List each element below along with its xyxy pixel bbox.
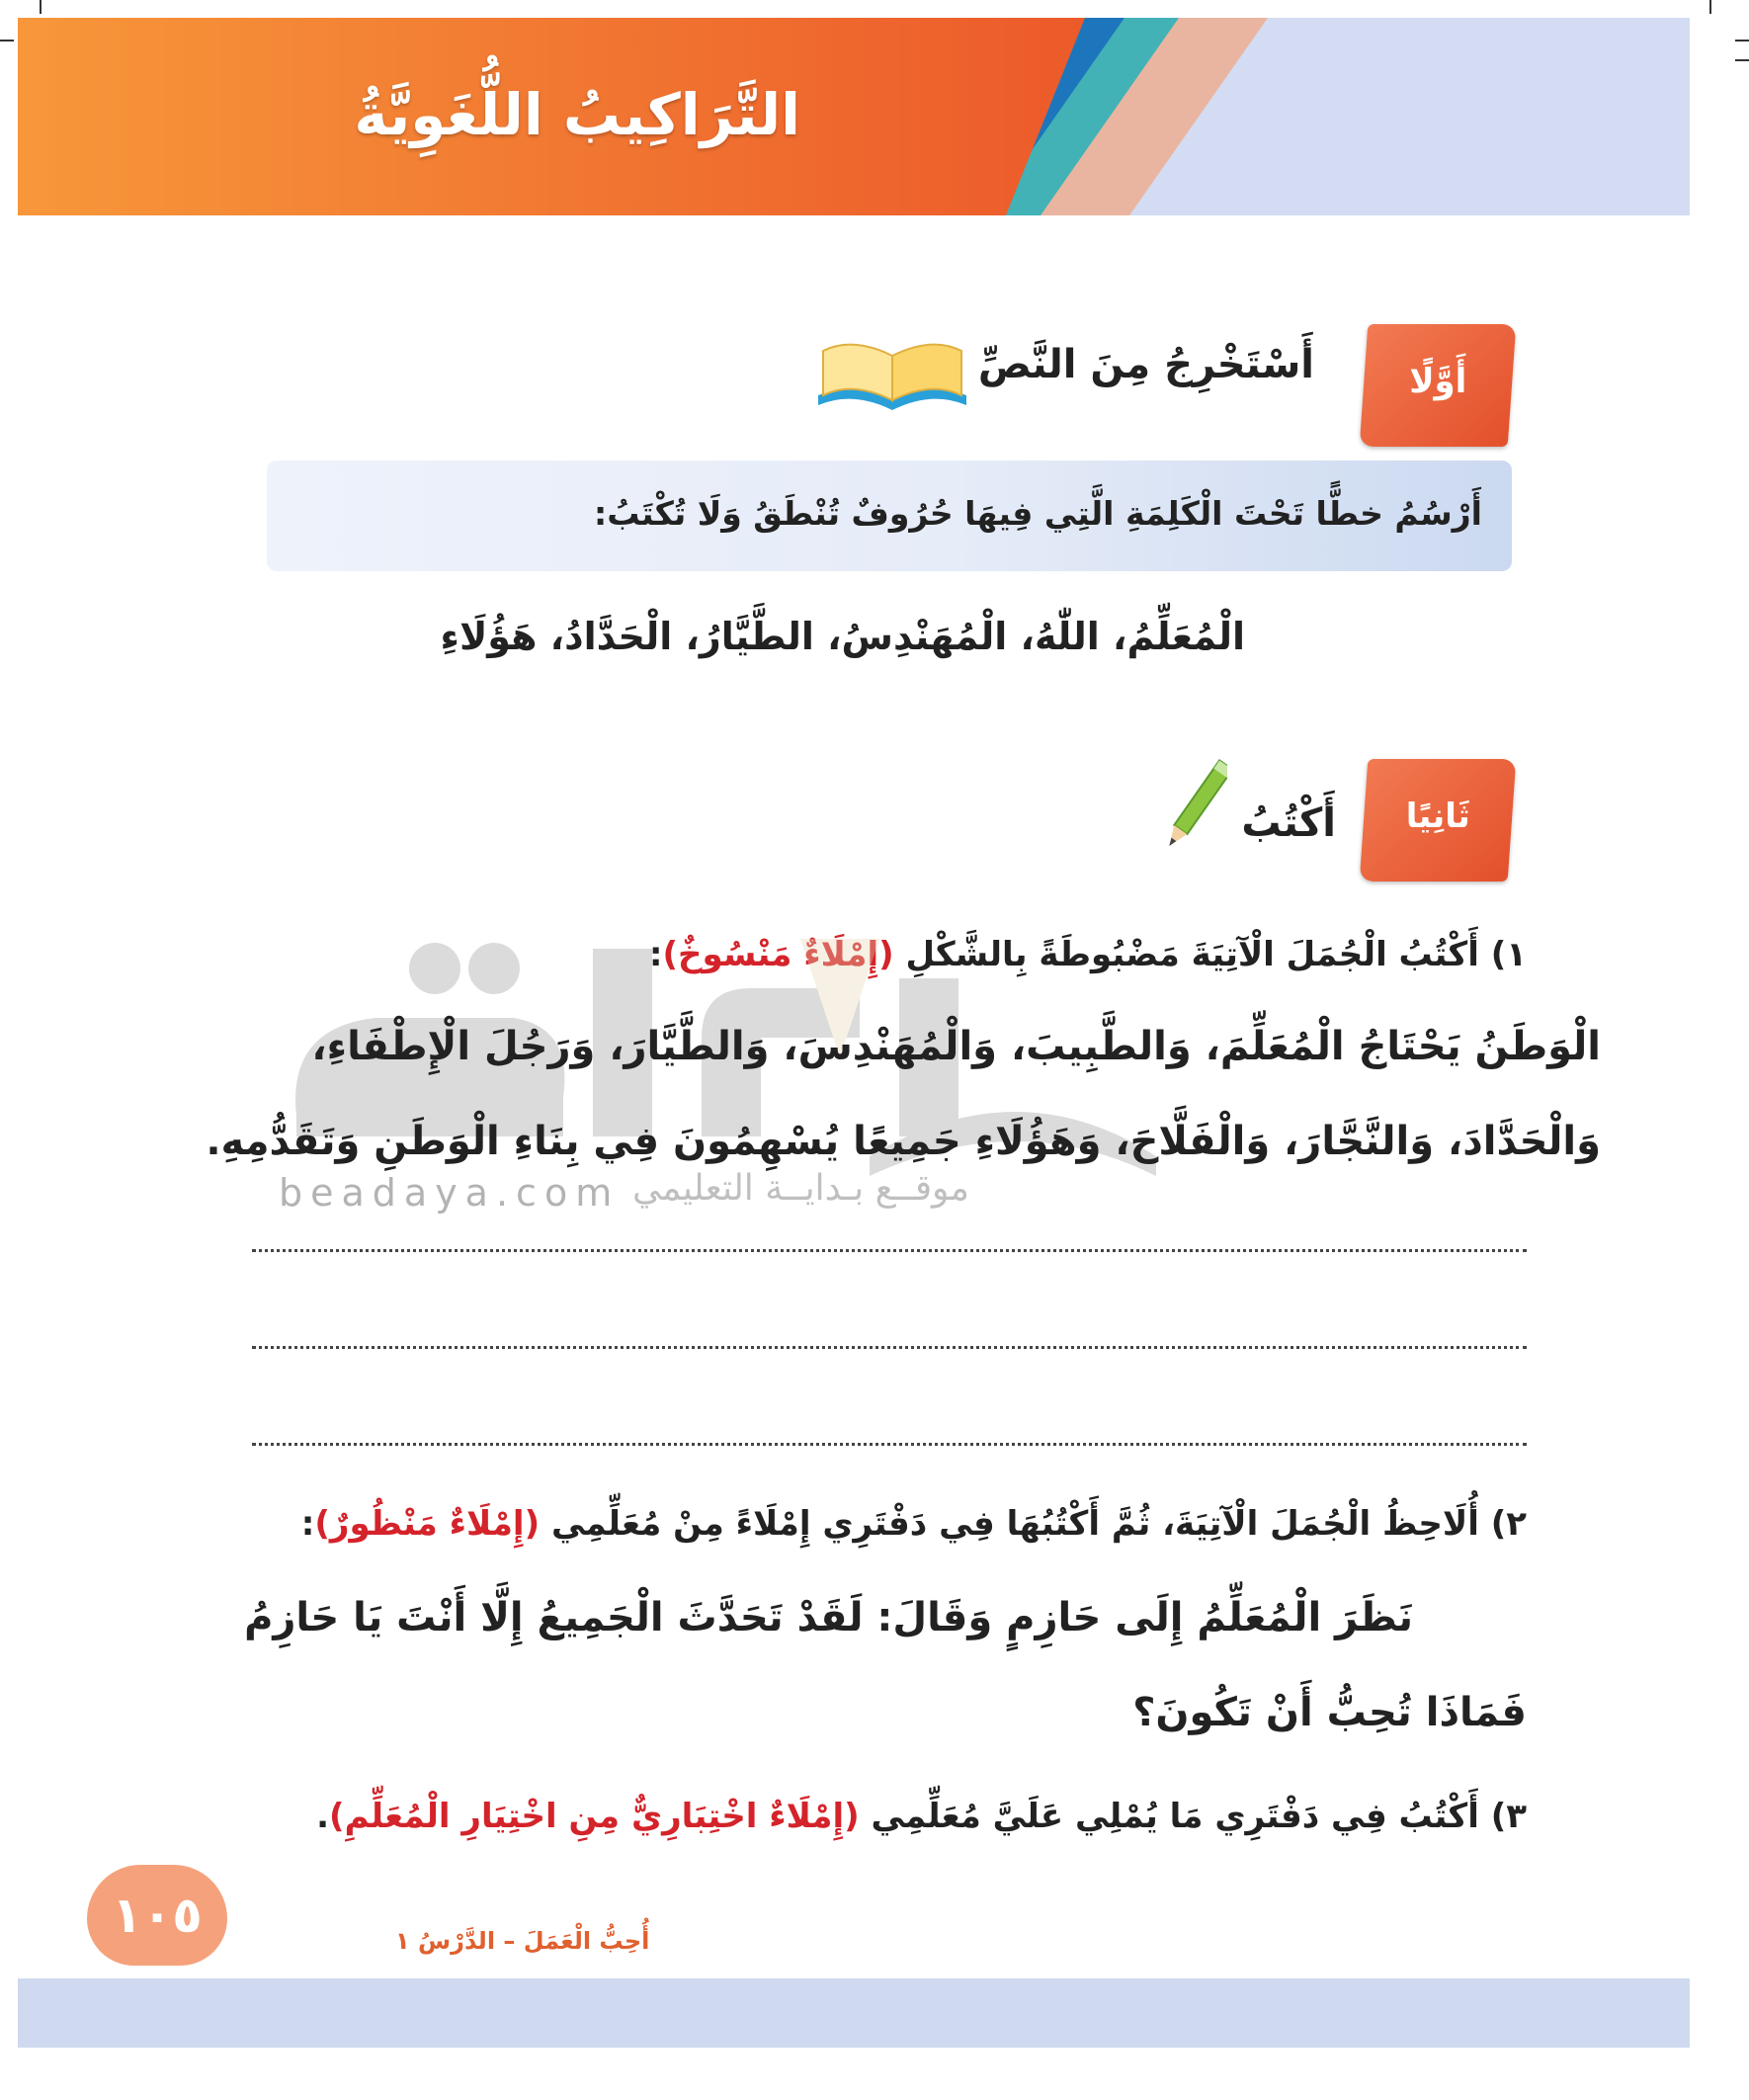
writing-line[interactable] — [252, 1346, 1527, 1349]
question-3-end: . — [316, 1797, 330, 1836]
watermark-url: beadaya.com — [279, 1171, 621, 1215]
q2-sentence-line: فَمَاذَا تُحِبُّ أَنْ تَكُونَ؟ — [1132, 1690, 1527, 1735]
page-title: التَّرَاكِيبُ اللُّغَوِيَّةُ — [354, 81, 800, 148]
question-3 — [316, 1797, 1527, 1836]
crop-mark — [1709, 0, 1711, 14]
q1-sentence-line: الْوَطَنُ يَحْتَاجُ الْمُعَلِّمَ، وَالطَّبِيبَ، وَالْمُهَنْدِسَ، وَالطَّيَّارَ، وَرَجُلَ الْإِطْفَاءِ، — [311, 1024, 1601, 1069]
open-book-icon — [808, 326, 976, 415]
watermark-tagline: موقــع بـدايــة التعليمي — [632, 1168, 969, 1209]
page-number: ١٠٥ — [112, 1887, 203, 1944]
word-list: الْمُعَلِّمُ، اللّٰهُ، الْمُهَنْدِسُ، الطَّيَّارُ، الْحَدَّادُ، هَؤُلَاءِ — [440, 615, 1245, 658]
crop-mark — [1735, 59, 1749, 61]
question-2-end: : — [300, 1504, 315, 1544]
section-badge-first — [1360, 324, 1517, 447]
question-3-text: ٣) أَكْتُبُ فِي دَفْتَرِي مَا يُمْلِي عَلَيَّ مُعَلِّمِي — [871, 1797, 1527, 1836]
question-3-tag: (إِمْلَاءٌ اخْتِبَارِيٌّ مِنِ اخْتِيَارِ الْمُعَلِّمِ) — [329, 1797, 860, 1836]
pencil-icon — [1168, 751, 1227, 860]
question-2 — [301, 1504, 1527, 1544]
crop-mark — [1735, 40, 1749, 42]
instruction-box — [267, 461, 1512, 571]
lesson-label: أُحِبُّ الْعَمَلَ – الدَّرْسُ ١ — [395, 1927, 650, 1955]
section-heading-extract: أَسْتَخْرِجُ مِنَ النَّصِّ — [977, 342, 1314, 387]
writing-line[interactable] — [252, 1249, 1527, 1252]
question-1 — [649, 935, 1527, 974]
question-1-tag: (إِمْلَاءٌ مَنْسُوخٌ) — [662, 935, 894, 974]
q2-sentence-line: نَظَرَ الْمُعَلِّمُ إِلَى حَازِمٍ وَقَالَ: لَقَدْ تَحَدَّثَ الْجَمِيعُ إِلَّا أَنْتَ يَا حَازِمُ — [244, 1595, 1413, 1640]
footer-band — [18, 1978, 1690, 2048]
question-1-text: ١) أَكْتُبُ الْجُمَلَ الْآتِيَةَ مَضْبُوطَةً بِالشَّكْلِ — [905, 935, 1527, 974]
crop-mark — [0, 40, 14, 42]
instruction-text: أَرْسُمُ خطًّا تَحْتَ الْكَلِمَةِ الَّتِي فِيهَا حُرُوفٌ تُنْطَقُ وَلَا تُكْتَبُ: — [594, 494, 1482, 533]
section-badge-label: أَوَّلًا — [1409, 362, 1467, 401]
q1-sentence-line: وَالْحَدَّادَ، وَالنَّجَّارَ، وَالْفَلَّاحَ، وَهَؤُلَاءِ جَمِيعًا يُسْهِمُونَ فِي بِنَاءِ الْوَطَنِ وَتَقَدُّمِهِ. — [206, 1119, 1601, 1164]
question-2-tag: (إِمْلَاءٌ مَنْظُورٌ) — [314, 1504, 541, 1544]
crop-mark — [40, 0, 42, 14]
question-2-text: ٢) أُلَاحِظُ الْجُمَلَ الْآتِيَةَ، ثُمَّ أَكْتُبُهَا فِي دَفْتَرِي إِمْلَاءً مِنْ مُعَلِّمِي — [550, 1504, 1527, 1544]
header-banner — [18, 18, 1690, 215]
section-heading-write: أَكْتُبُ — [1241, 800, 1336, 846]
question-1-end: : — [648, 935, 663, 974]
section-badge-second — [1360, 759, 1517, 882]
page-header — [18, 18, 1690, 215]
page-number-badge — [87, 1865, 227, 1966]
section-badge-label: ثَانِيًا — [1405, 797, 1470, 836]
writing-line[interactable] — [252, 1443, 1527, 1446]
